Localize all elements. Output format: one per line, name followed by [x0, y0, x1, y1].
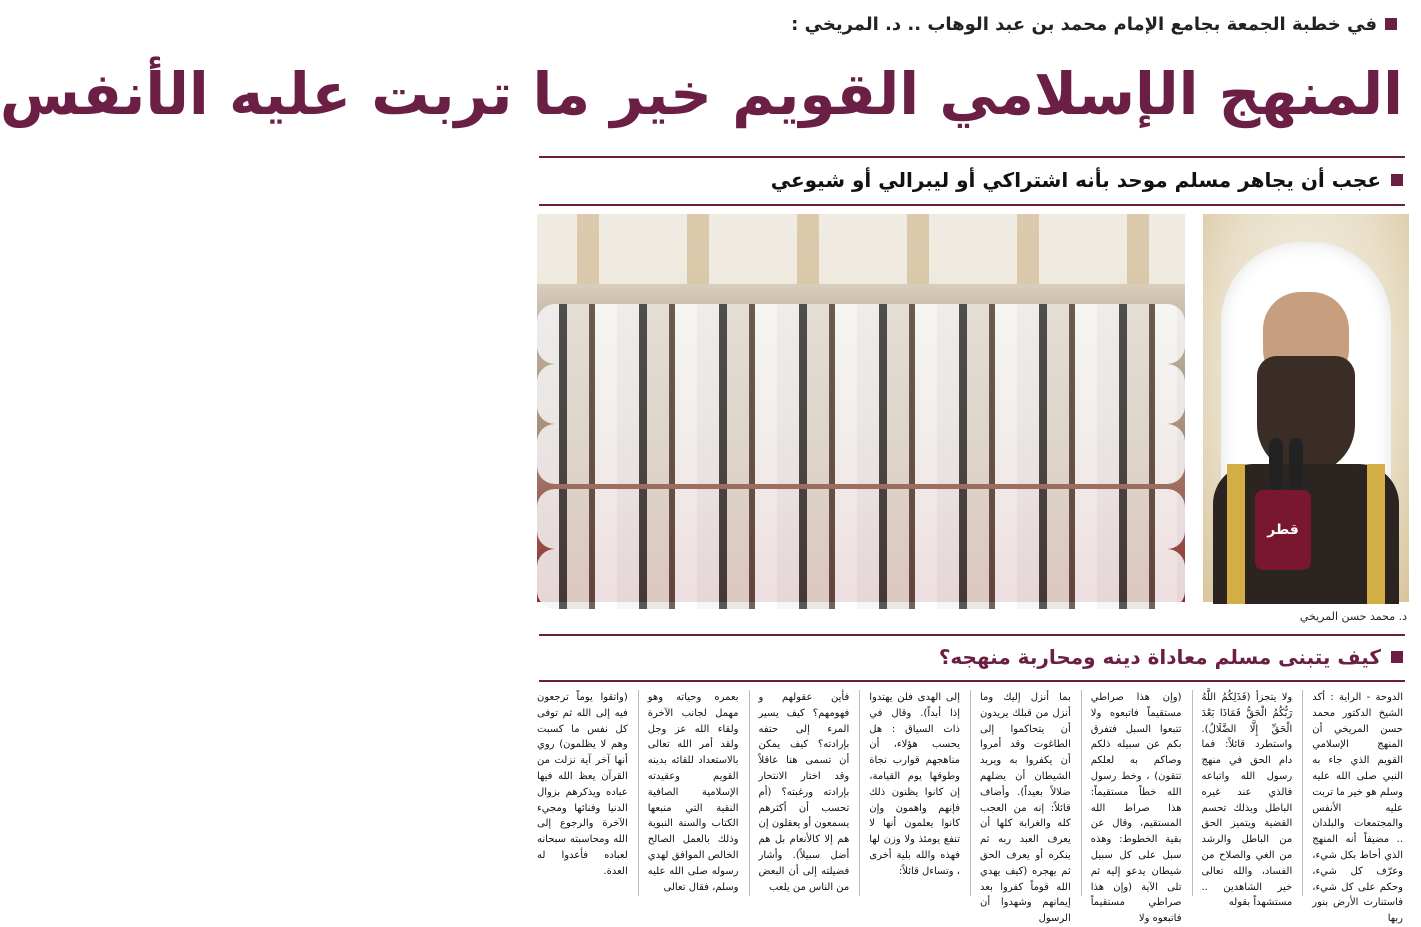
article-column: الدوحة - الراية : أكد الشيخ الدكتور محمد حسن المريخي أن المنهج الإسلامي القويم الذي جاء به النبي صلى الله عليه وسلم هو خير ما تربت عليه الأنفس والمجتمعات والبلدان .. مضيفاً أنه المنهج الذي أحاط بكل شيء، وعرّف كل شيء، وحكم على كل شيء، فاستنارت الأرض بنور ربها — [1302, 690, 1403, 896]
article-column: (واتقوا يوماً ترجعون فيه إلى الله ثم توفى كل نفس ما كسبت وهم لا يظلمون) روي أنها آخر آية نزلت من القرآن يعظ الله فيها عباده ويذكرهم بزوال الدنيا وفنائها ومجيء الآخرة والرجوع إلى الله ومحاسبته سبحانه لعباده فأعدوا له العدة. — [537, 692, 628, 877]
article-column: فأين عقولهم و فهومهم؟ كيف يسير المرء إلى حتفه بإرادته؟ كيف يمكن أن تسمى هنا عاقلاً وقد اختار الانتحار بإرادته ورغبته؟ (أم تحسب أن أكثرهم يسمعون أو يعقلون إن هم إلا كالأنعام بل هم أضل سبيلاً). وأشار فضيلته إلى أن البعض من الناس من يلعب — [749, 690, 850, 896]
microphone-icon — [1269, 438, 1283, 490]
section-bullet-icon — [1391, 651, 1403, 663]
preacher-photo — [1203, 214, 1409, 602]
subhead-bullet-icon — [1391, 174, 1403, 186]
article-column: (وإن هذا صراطي مستقيماً فاتبعوه ولا تتبعوا السبل فتفرق بكم عن سبيله ذلكم وصاكم به لعلكم تتقون) ، وخط رسول الله خطاً مستقيماً: هذا صراط الله المستقيم، وقال عن بقية الخطوط: وهذه سبل على كل سبيل شيطان يدعو إليه ثم تلى الآية (وإن هذا صراطي مستقيماً فاتبعوه ولا — [1081, 690, 1182, 896]
kicker-bullet-icon — [1385, 18, 1397, 30]
robe-trim — [1227, 464, 1245, 604]
article-column: بعمره وحياته وهو مهمل لجانب الآخرة ولقاء الله عز وجل ولقد أمر الله تعالى بالاستعداد للقائه بدينه القويم وعقيدته الإسلامية الصافية النقية التي منبعها الكتاب والسنة النبوية وذلك بالعمل الصالح الخالص الموافق لهدي رسوله صلى الله عليه وسلم، فقال تعالى — [638, 690, 739, 896]
photo-caption: د. محمد حسن المريخي — [1299, 610, 1407, 623]
crowd-row — [537, 424, 1185, 484]
congregation-photo — [537, 214, 1185, 602]
article-column: ولا يتجزأ (فَذَلِكُمُ اللَّهُ رَبُّكُمُ الْحَقُّ فَمَاذَا بَعْدَ الْحَقِّ إِلَّا الضَّلَالُ). واستطرد قائلاً: فما دام الحق في منهج رسول الله واتباعه فالذي عند غيره الباطل وبذلك تحسم القضية ويتميز الحق من الباطل والرشد من الغي والصلاح من الفساد، والله تعالى خير الشاهدين .. مستشهداً بقوله — [1192, 690, 1293, 896]
section-head-text: كيف يتبنى مسلم معاداة دينه ومحاربة منهجه؟ — [938, 645, 1381, 669]
section-head — [537, 640, 1403, 674]
crowd-row — [537, 489, 1185, 549]
subhead — [537, 162, 1403, 198]
mosque-arches — [537, 214, 1185, 284]
article-column: بما أنزل إليك وما أنزل من قبلك يريدون أن يتحاكموا إلى الطاغوت وقد أمروا أن يكفروا به ويريد الشيطان أن يضلهم ضلالاً بعيداً). وأضاف قائلاً: إنه من العجب كله والغرابة كلها أن يعرف العبد ربه ثم ينكره أو يعرف الحق ثم يهجره (كيف يهدي الله قوماً كفروا بعد إيمانهم وشهدوا أن الرسول — [970, 690, 1071, 896]
headline: المنهج الإسلامي القويم خير ما تربت عليه الأنفس — [0, 60, 1403, 128]
kicker-text: في خطبة الجمعة بجامع الإمام محمد بن عبد الوهاب .. د. المريخي : — [791, 13, 1377, 35]
crowd-row — [537, 549, 1185, 609]
crowd-row — [537, 364, 1185, 424]
article-column: إلى الهدى فلن يهتدوا إذا أبداً). وقال في ذات السياق : هل يحسب هؤلاء، أن مناهجهم قوارب نجاة وطوقها يوم القيامة، إن كانوا يظنون ذلك فإنهم واهمون وإن كانوا يعلمون أنها لا تنفع يومئذ ولا وزن لها فهذه والله بلية أخرى ، وتساءل قائلاً: — [859, 690, 960, 896]
robe-trim — [1367, 464, 1385, 604]
subhead-divider — [539, 204, 1405, 206]
article-body — [537, 690, 1403, 925]
microphone-icon — [1289, 438, 1303, 490]
kicker — [547, 8, 1397, 40]
section-divider-bottom — [539, 680, 1405, 682]
subhead-text: عجب أن يجاهر مسلم موحد بأنه اشتراكي أو ليبرالي أو شيوعي — [770, 168, 1381, 192]
microphone-flag: قطر — [1255, 490, 1311, 570]
section-divider-top — [539, 634, 1405, 636]
headline-divider — [539, 156, 1405, 158]
crowd-row — [537, 304, 1185, 364]
